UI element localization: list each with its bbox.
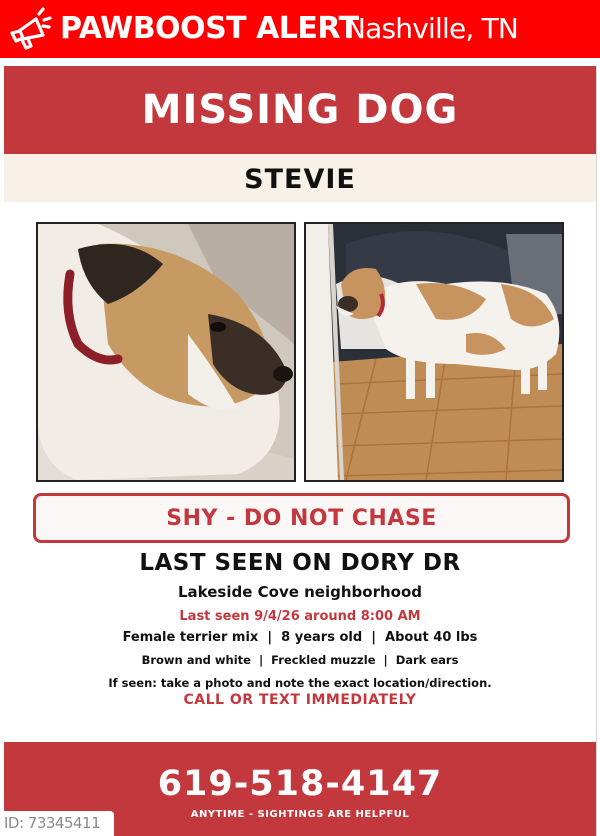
flyer-id: ID: 73345411 [0, 811, 114, 836]
pet-markings: Brown and white | Freckled muzzle | Dark ears [141, 653, 459, 667]
pawboost-header [0, 0, 600, 58]
brand-title: PAWBOOST ALERT [60, 11, 359, 46]
pet-name: STEVIE [4, 154, 596, 202]
phone-note: ANYTIME - SIGHTINGS ARE HELPFUL [190, 809, 410, 820]
sighting-instructions: If seen: take a photo and note the exact location/direction. [108, 676, 492, 690]
missing-pet-flyer [4, 66, 597, 836]
pet-details: Female terrier mix | 8 years old | About 40 lbs [122, 630, 478, 645]
last-seen-location: LAST SEEN ON DORY DR [139, 550, 461, 576]
last-seen-time: Last seen 9/4/26 around 8:00 AM [179, 609, 421, 624]
call-to-action: CALL OR TEXT IMMEDIATELY [183, 692, 417, 708]
warning-box: SHY - DO NOT CHASE [33, 493, 570, 543]
flyer-banner: MISSING DOG [4, 66, 596, 154]
megaphone-icon [6, 6, 52, 52]
contact-phone[interactable]: 619-518-4147 [157, 764, 443, 804]
neighborhood-label: Lakeside Cove neighborhood [178, 583, 422, 601]
location-label: Nashville, TN [345, 12, 519, 45]
dog-standing-photo [304, 222, 564, 482]
dog-closeup-photo [36, 222, 296, 482]
